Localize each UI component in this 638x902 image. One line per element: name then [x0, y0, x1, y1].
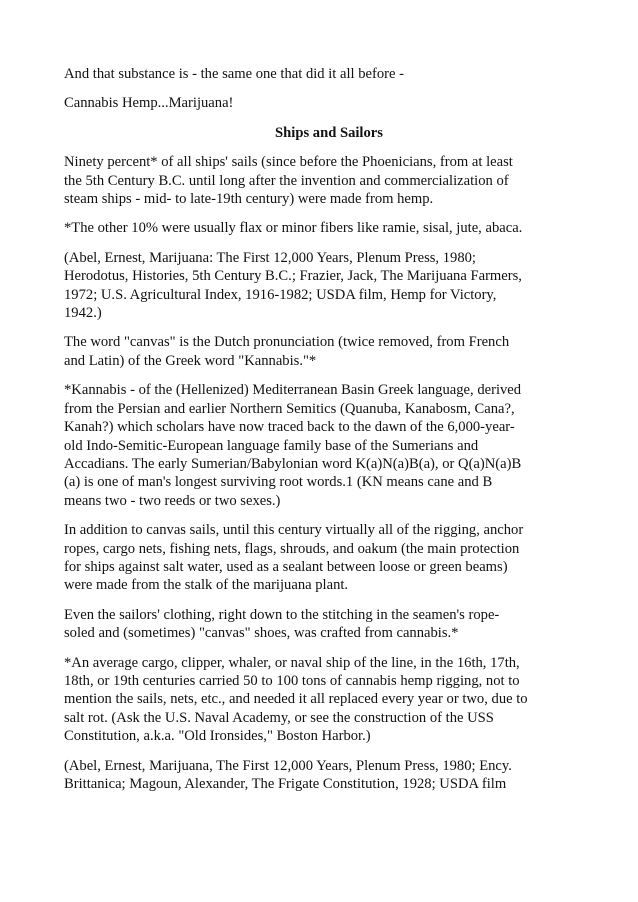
text-line: Brittanica; Magoun, Alexander, The Frigate Constitution, 1928; USDA film: [64, 776, 507, 792]
paragraph: [64, 219, 594, 237]
text-line: Even the sailors' clothing, right down to the stitching in the seamen's rope-: [64, 606, 500, 623]
paragraph: [64, 381, 594, 510]
text-line: And that substance is - the same one that did it all before -: [64, 66, 405, 82]
text-line: and Latin) of the Greek word "Kannabis."*: [64, 352, 317, 369]
paragraph: [64, 249, 594, 323]
text-line: *An average cargo, clipper, whaler, or naval ship of the line, in the 16th, 17th,: [64, 654, 520, 671]
text-line: ropes, cargo nets, fishing nets, flags, shrouds, and oakum (the main protection: [64, 540, 520, 557]
text-line: Constitution, a.k.a. "Old Ironsides," Boston Harbor.): [64, 728, 371, 745]
text-line: Cannabis Hemp...Marijuana!: [64, 95, 234, 112]
text-line: (a) is one of man's longest surviving root words.1 (KN means cane and B: [64, 474, 493, 491]
text-line: salt rot. (Ask the U.S. Naval Academy, or see the construction of the USS: [64, 709, 494, 726]
text-line: 18th, or 19th centuries carried 50 to 100 tons of cannabis hemp rigging, not to: [64, 672, 520, 689]
text-line: steam ships - mid- to late-19th century) were made from hemp.: [64, 191, 434, 208]
text-line: Ninety percent* of all ships' sails (since before the Phoenicians, from at least: [64, 154, 513, 171]
paragraph: [64, 757, 594, 794]
paragraph: [64, 521, 594, 595]
text-line: *Kannabis - of the (Hellenized) Mediterranean Basin Greek language, derived: [64, 382, 522, 399]
text-line: old Indo-Semitic-European language family base of the Sumerians and: [64, 437, 479, 454]
text-line: were made from the stalk of the marijuana plant.: [64, 577, 349, 594]
text-line: (Abel, Ernest, Marijuana: The First 12,000 Years, Plenum Press, 1980;: [64, 249, 476, 266]
text-line: mention the sails, nets, etc., and needed it all replaced every year or two, due to: [64, 691, 528, 708]
text-line: from the Persian and earlier Northern Semitics (Quanuba, Kanabosm, Cana?,: [64, 400, 515, 417]
text-line: (Abel, Ernest, Marijuana, The First 12,000 Years, Plenum Press, 1980; Ency.: [64, 757, 512, 774]
section-heading: [64, 124, 594, 142]
text-line: for ships against salt water, used as a sealant between loose or green beams): [64, 558, 508, 575]
text-line: the 5th Century B.C. until long after the invention and commercialization of: [64, 172, 509, 189]
paragraph: [64, 65, 594, 83]
text-line: 1942.): [64, 305, 102, 322]
text-line: Accadians. The early Sumerian/Babylonian word K(a)N(a)B(a), or Q(a)N(a)B: [64, 455, 522, 472]
text-line: means two - two reeds or two sexes.): [64, 492, 281, 509]
text-line: Herodotus, Histories, 5th Century B.C.; Frazier, Jack, The Marijuana Farmers,: [64, 268, 522, 285]
text-line: Kanah?) which scholars have now traced back to the dawn of the 6,000-year-: [64, 419, 515, 436]
paragraph: [64, 654, 594, 746]
paragraph: [64, 606, 594, 643]
text-line: Ships and Sailors: [275, 124, 383, 141]
text-line: 1972; U.S. Agricultural Index, 1916-1982; USDA film, Hemp for Victory,: [64, 286, 497, 303]
document-body: [64, 65, 594, 804]
text-line: *The other 10% were usually flax or minor fibers like ramie, sisal, jute, abaca.: [64, 220, 523, 237]
paragraph: [64, 153, 594, 208]
text-line: In addition to canvas sails, until this century virtually all of the rigging, anchor: [64, 522, 524, 539]
paragraph: [64, 333, 594, 370]
paragraph: [64, 94, 594, 112]
text-line: soled and (sometimes) "canvas" shoes, was crafted from cannabis.*: [64, 625, 459, 642]
text-line: The word "canvas" is the Dutch pronunciation (twice removed, from French: [64, 334, 510, 351]
